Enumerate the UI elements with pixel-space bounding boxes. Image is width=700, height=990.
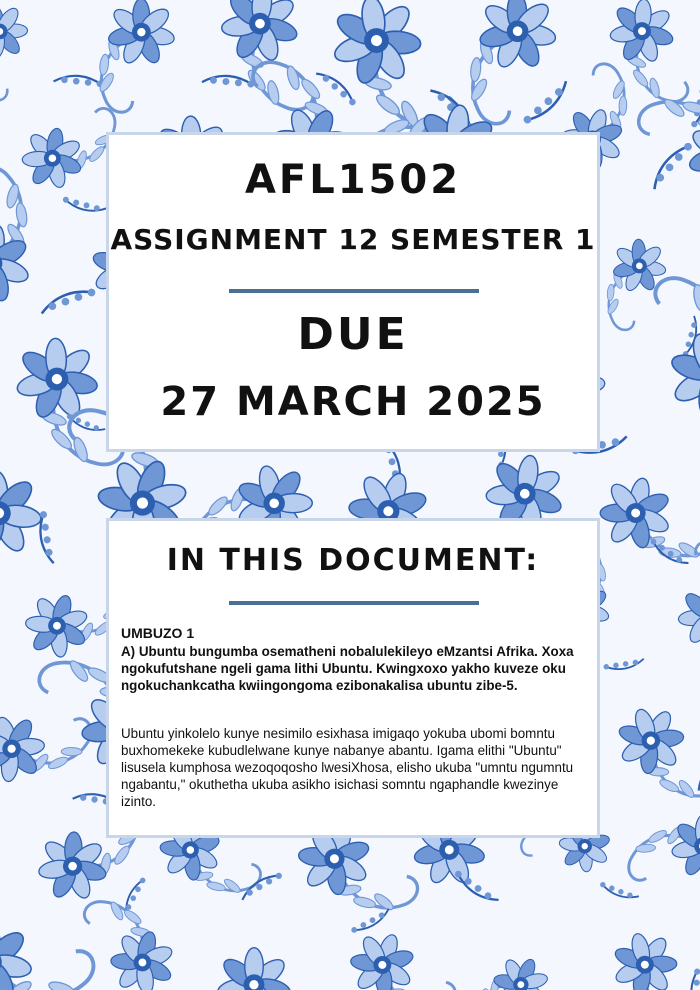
question-text: A) Ubuntu bungumba osematheni nobalulekileyo eMzantsi Afrika. Xoxa ngokufutshane ngeli gama lithi Ubuntu. Kwingxoxo yakho kuveze oku ngokuchankcatha kwiingongoma ezibonakalisa ubuntu zibe-5.	[121, 644, 574, 693]
due-label: DUE	[297, 309, 409, 360]
contents-panel	[106, 518, 600, 838]
assignment-title: ASSIGNMENT 12 SEMESTER 1	[110, 223, 596, 256]
course-code: AFL1502	[244, 157, 462, 203]
contents-heading: IN THIS DOCUMENT:	[166, 543, 540, 578]
question-label: UMBUZO 1	[121, 625, 195, 641]
due-date: 27 MARCH 2025	[160, 379, 546, 425]
contents-divider	[229, 601, 479, 605]
title-divider	[229, 289, 479, 293]
title-panel	[106, 132, 600, 452]
answer-text: Ubuntu yinkolelo kunye nesimilo esixhasa imigaqo yokuba ubomi bomntu buxhomekeke kubudlelwane kunye nabanye abantu. Igama elithi "Ubuntu" lisusela kumphosa wezoqoqosho lwesiXhosa, elisho ukuba "umntu ngumntu ngabantu," okuthetha ukuba asikho isichasi somntu ngaphandle kwezinye izinto.	[121, 726, 574, 809]
